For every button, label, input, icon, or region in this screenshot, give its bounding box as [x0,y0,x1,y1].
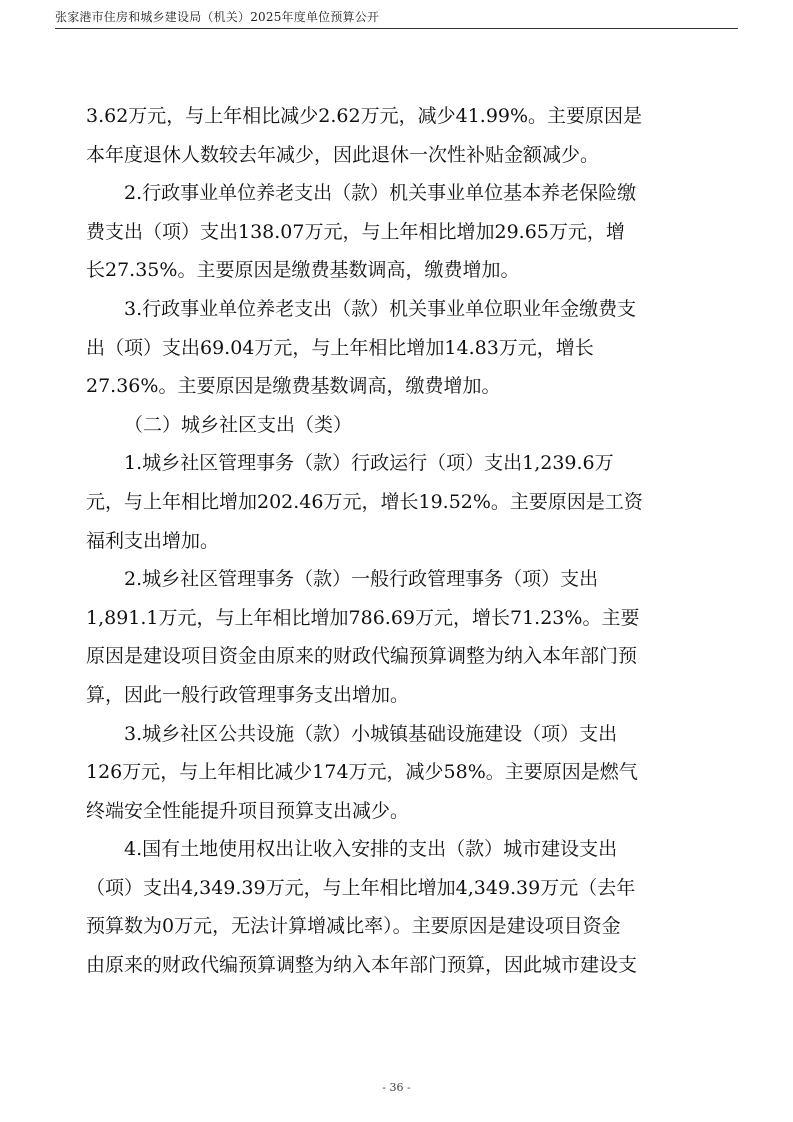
text-line: 元，与上年相比增加202.46万元，增长19.52%。主要原因是工资 [86,490,643,513]
document-header: 张家港市住房和城乡建设局（机关）2025年度单位预算公开 [55,10,380,24]
text-line: 3.城乡社区公共设施（款）小城镇基础设施建设（项）支出 [124,722,618,745]
section-heading-urban-rural [86,406,708,445]
text-line: 126万元，与上年相比减少174万元，减少58%。主要原因是燃气 [86,761,638,784]
heading-line: （二）城乡社区支出（类） [124,413,353,436]
text-line: 福利支出增加。 [86,529,220,552]
text-line: 1.城乡社区管理事务（款）行政运行（项）支出1,239.6万 [124,452,614,475]
text-line: 出（项）支出69.04万元，与上年相比增加14.83万元，增长 [86,336,594,359]
paragraph-land-revenue-urban-construction [86,830,708,984]
paragraph-administrative-operation [86,444,708,560]
paragraph-basic-pension [86,174,708,290]
text-line: 2.行政事业单位养老支出（款）机关事业单位基本养老保险缴 [124,182,637,205]
text-line: （项）支出4,349.39万元，与上年相比增加4,349.39万元（去年 [86,876,636,899]
paragraph-general-administration [86,560,708,714]
paragraph-occupational-annuity [86,290,708,406]
document-body [86,97,708,985]
text-line: 4.国有土地使用权出让收入安排的支出（款）城市建设支出 [124,838,618,861]
text-line: 预算数为0万元，无法计算增减比率）。主要原因是建设项目资金 [86,915,621,938]
text-line: 27.36%。主要原因是缴费基数调高，缴费增加。 [86,375,501,398]
page-number: - 36 - [382,1081,411,1094]
text-line: 终端安全性能提升项目预算支出减少。 [86,799,410,822]
paragraph-retirement-subsidy [86,97,708,174]
text-line: 长27.35%。主要原因是缴费基数调高，缴费增加。 [86,259,520,282]
text-line: 1,891.1万元，与上年相比增加786.69万元，增长71.23%。主要 [86,606,640,629]
text-line: 3.62万元，与上年相比减少2.62万元，减少41.99%。主要原因是 [86,105,643,127]
text-line: 费支出（项）支出138.07万元，与上年相比增加29.65万元，增 [86,220,625,243]
header-divider [55,28,738,29]
text-line: 3.行政事业单位养老支出（款）机关事业单位职业年金缴费支 [124,297,637,320]
paragraph-town-infrastructure [86,715,708,831]
text-line: 算，因此一般行政管理事务支出增加。 [86,683,410,706]
text-line: 由原来的财政代编预算调整为纳入本年部门预算，因此城市建设支 [86,954,638,977]
text-line: 2.城乡社区管理事务（款）一般行政管理事务（项）支出 [124,568,599,591]
text-line: 本年度退休人数较去年减少，因此退休一次性补贴金额减少。 [86,143,600,166]
text-line: 原因是建设项目资金由原来的财政代编预算调整为纳入本年部门预 [86,645,638,668]
